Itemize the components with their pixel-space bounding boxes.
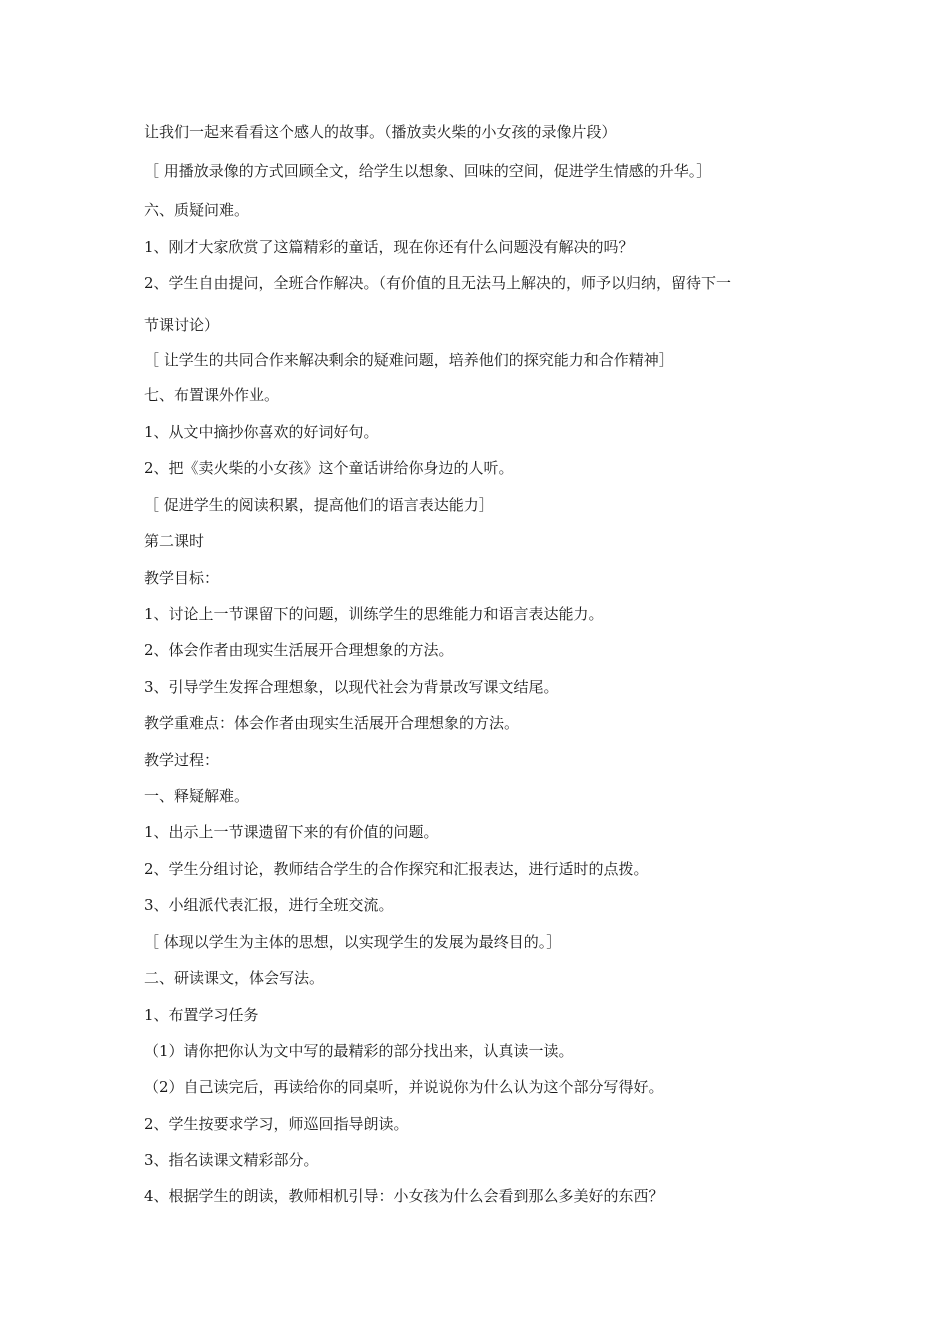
- text-line: 1、讨论上一节课留下的问题，训练学生的思维能力和语言表达能力。: [144, 605, 604, 623]
- text-line: 1、从文中摘抄你喜欢的好词好句。: [144, 423, 379, 441]
- section-heading: 六、质疑问难。: [144, 201, 250, 219]
- text-line: 2、学生自由提问，全班合作解决。（有价值的且无法马上解决的，师予以归纳，留待下一: [144, 274, 732, 292]
- text-line: 1、出示上一节课遗留下来的有价值的问题。: [144, 823, 439, 841]
- subsection-heading: 教学过程：: [144, 751, 220, 769]
- teaching-note: ［ 促进学生的阅读积累，提高他们的语言表达能力］: [144, 496, 494, 514]
- subsection-heading: 教学目标：: [144, 569, 220, 587]
- text-line: （1）请你把你认为文中写的最精彩的部分找出来，认真读一读。: [144, 1042, 574, 1060]
- text-line: 2、学生按要求学习，师巡回指导朗读。: [144, 1115, 409, 1133]
- text-line: 3、指名读课文精彩部分。: [144, 1151, 319, 1169]
- teaching-note: ［ 体现以学生为主体的思想，以实现学生的发展为最终目的。］: [144, 933, 562, 951]
- teaching-note: ［ 用播放录像的方式回顾全文，给学生以想象、回味的空间，促进学生情感的升华。］: [144, 162, 712, 180]
- text-line: 3、引导学生发挥合理想象，以现代社会为背景改写课文结尾。: [144, 678, 559, 696]
- text-line: （2）自己读完后，再读给你的同桌听，并说说你为什么认为这个部分写得好。: [144, 1078, 664, 1096]
- text-line: 节课讨论）: [144, 316, 220, 334]
- lesson-heading: 第二课时: [144, 532, 205, 550]
- text-line: 4、根据学生的朗读，教师相机引导：小女孩为什么会看到那么多美好的东西？: [144, 1187, 664, 1205]
- text-line: 2、体会作者由现实生活展开合理想象的方法。: [144, 641, 454, 659]
- text-line: 让我们一起来看看这个感人的故事。（播放卖火柴的小女孩的录像片段）: [144, 123, 617, 141]
- text-line: 2、学生分组讨论，教师结合学生的合作探究和汇报表达，进行适时的点拨。: [144, 860, 649, 878]
- section-heading: 一、释疑解难。: [144, 787, 250, 805]
- section-heading: 七、布置课外作业。: [144, 386, 280, 404]
- section-heading: 二、研读课文，体会写法。: [144, 969, 325, 987]
- text-line: 2、把《卖火柴的小女孩》这个童话讲给你身边的人听。: [144, 459, 514, 477]
- text-line: 1、布置学习任务: [144, 1006, 259, 1024]
- text-line: 教学重难点：体会作者由现实生活展开合理想象的方法。: [144, 714, 520, 732]
- teaching-note: ［ 让学生的共同合作来解决剩余的疑难问题，培养他们的探究能力和合作精神］: [144, 351, 674, 369]
- text-line: 1、刚才大家欣赏了这篇精彩的童话，现在你还有什么问题没有解决的吗？: [144, 238, 634, 256]
- text-line: 3、小组派代表汇报，进行全班交流。: [144, 896, 394, 914]
